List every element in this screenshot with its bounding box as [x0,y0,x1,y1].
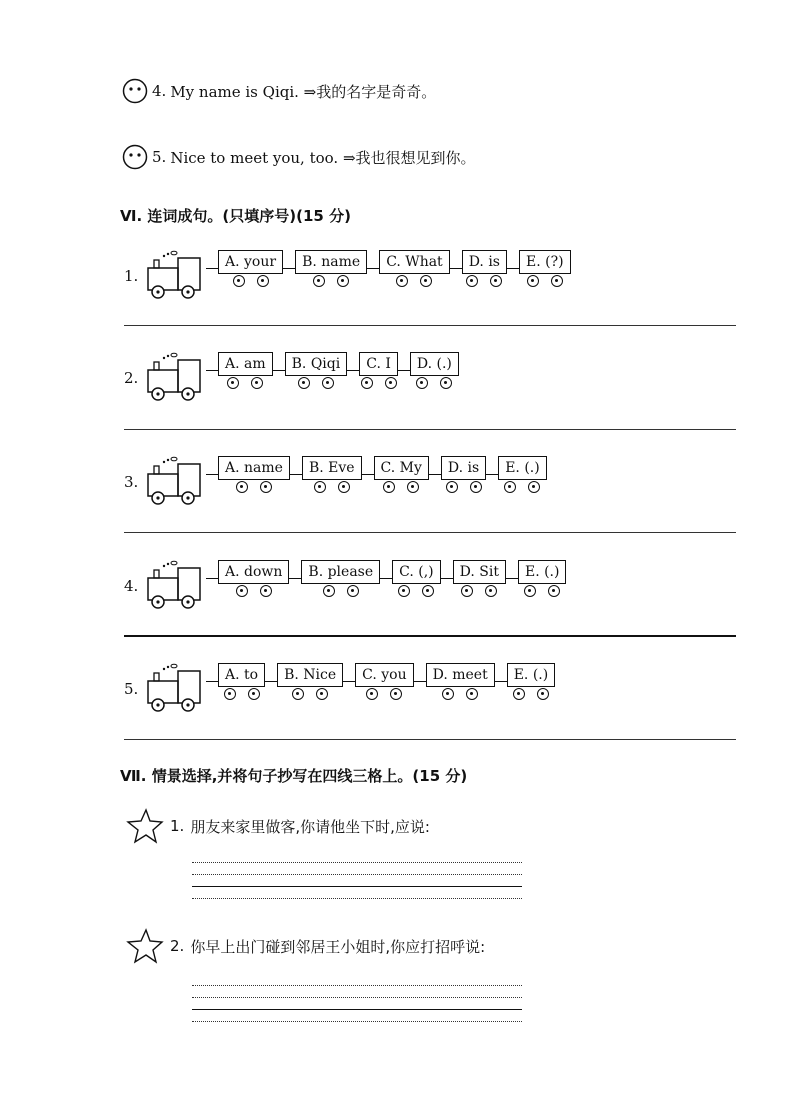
word-car [441,456,486,493]
wheel-icon [420,275,432,287]
car-coupler [506,578,518,579]
wheel-icon [396,275,408,287]
wheel-icon [470,481,482,493]
wheel-icon [338,481,350,493]
wheel-icon [251,377,263,389]
wheel-icon [490,275,502,287]
word-car-label: A. am [218,352,273,376]
word-car-label: D. (.) [410,352,459,376]
car-coupler [206,578,218,579]
train-engine-icon [144,250,206,302]
word-car [374,456,429,493]
wheel-icon [292,688,304,700]
word-car [218,663,265,700]
word-car [218,456,290,493]
word-car [379,250,450,287]
sentence-row-2 [124,352,459,412]
wheel-icon [260,481,272,493]
answer-line-2[interactable] [124,429,736,430]
row-number: 3. [124,473,139,491]
car-coupler [347,370,359,371]
wheel-icon [422,585,434,597]
train-engine-icon [144,352,206,404]
situation-item-2 [124,926,485,966]
word-car-label: A. down [218,560,289,584]
train-engine [144,352,206,404]
word-car-label: B. name [295,250,367,274]
judge-item-text: My name is Qiqi. ⇒我的名字是奇奇。 [170,82,437,101]
wheel-icon [504,481,516,493]
word-car [355,663,413,700]
wheel-icon [260,585,272,597]
wheel-icon [337,275,349,287]
wheel-icon [385,377,397,389]
word-car-label: C. I [359,352,398,376]
word-car [498,456,547,493]
word-car [218,250,283,287]
wheel-icon [236,481,248,493]
train-engine-icon [144,456,206,508]
car-coupler [398,370,410,371]
car-coupler [206,681,218,682]
row-number: 1. [124,267,139,285]
word-car [295,250,367,287]
word-car [277,663,343,700]
four-line-grid-2[interactable] [192,985,522,1025]
car-coupler [486,474,498,475]
train-engine [144,663,206,715]
word-car-label: D. is [441,456,486,480]
situation-item-number: 2. [170,937,185,955]
wheel-icon [313,275,325,287]
wheel-icon [407,481,419,493]
car-coupler [495,681,507,682]
word-car [302,456,362,493]
situation-item-number: 1. [170,817,185,835]
car-coupler [414,681,426,682]
wheel-icon [224,688,236,700]
sentence-row-1 [124,250,571,310]
word-car [518,560,567,597]
judge-item-text: Nice to meet you, too. ⇒我也很想见到你。 [170,148,476,167]
word-car-label: C. you [355,663,413,687]
row-number: 5. [124,680,139,698]
word-car-label: E. (.) [507,663,556,687]
wheel-icon [537,688,549,700]
word-car-label: A. your [218,250,283,274]
star-outline-icon [124,926,164,966]
car-coupler [441,578,453,579]
answer-line-1[interactable] [124,325,736,326]
situation-item-1 [124,806,430,846]
answer-line-4[interactable] [124,635,736,637]
wheel-icon [257,275,269,287]
section-6-title: Ⅵ. 连词成句。(只填序号)(15 分) [120,207,351,225]
wheel-icon [390,688,402,700]
train-engine-icon [144,663,206,715]
wheel-icon [233,275,245,287]
word-car-label: C. What [379,250,450,274]
smiley-face-icon [122,144,148,170]
wheel-icon [513,688,525,700]
sentence-row-3 [124,456,547,516]
car-coupler [206,370,218,371]
train-engine [144,456,206,508]
word-car [410,352,459,389]
wheel-icon [248,688,260,700]
row-number: 4. [124,577,139,595]
word-car-label: C. My [374,456,429,480]
car-coupler [367,268,379,269]
word-car-label: D. is [462,250,507,274]
wheel-icon [227,377,239,389]
car-coupler [429,474,441,475]
word-car-label: B. Qiqi [285,352,348,376]
wheel-icon [446,481,458,493]
wheel-icon [416,377,428,389]
word-car-label: E. (?) [519,250,571,274]
wheel-icon [316,688,328,700]
judge-item-number: 5. [152,148,167,166]
wheel-icon [548,585,560,597]
judge-item-5 [122,142,476,172]
situation-item-text: 你早上出门碰到邻居王小姐时,你应打招呼说: [190,937,486,956]
sentence-row-5 [124,663,555,723]
word-car-label: E. (.) [498,456,547,480]
smiley-face-icon [122,78,148,104]
train-engine [144,560,206,612]
word-car-label: A. to [218,663,265,687]
judge-item-number: 4. [152,82,167,100]
wheel-icon [524,585,536,597]
word-car-label: A. name [218,456,290,480]
star-outline-icon [124,806,164,846]
word-car-label: B. Eve [302,456,362,480]
car-coupler [343,681,355,682]
car-coupler [206,268,218,269]
word-car [285,352,348,389]
word-car [359,352,398,389]
car-coupler [273,370,285,371]
word-car-label: B. Nice [277,663,343,687]
wheel-icon [528,481,540,493]
wheel-icon [366,688,378,700]
car-coupler [206,474,218,475]
car-coupler [289,578,301,579]
wheel-icon [322,377,334,389]
sentence-row-4 [124,560,566,620]
car-coupler [283,268,295,269]
wheel-icon [314,481,326,493]
word-car [507,663,556,700]
wheel-icon [347,585,359,597]
wheel-icon [298,377,310,389]
answer-line-3[interactable] [124,532,736,533]
car-coupler [290,474,302,475]
car-coupler [265,681,277,682]
word-car [519,250,571,287]
wheel-icon [527,275,539,287]
four-line-grid-1[interactable] [192,862,522,902]
wheel-icon [383,481,395,493]
word-car-label: E. (.) [518,560,567,584]
word-car-label: D. Sit [453,560,506,584]
train-engine [144,250,206,302]
wheel-icon [361,377,373,389]
word-car-label: C. (,) [392,560,441,584]
word-car [392,560,441,597]
section-7-title: Ⅶ. 情景选择,并将句子抄写在四线三格上。(15 分) [120,767,468,785]
wheel-icon [466,275,478,287]
car-coupler [380,578,392,579]
word-car [462,250,507,287]
car-coupler [507,268,519,269]
car-coupler [450,268,462,269]
word-car [218,560,289,597]
answer-line-5[interactable] [124,739,736,740]
wheel-icon [236,585,248,597]
wheel-icon [323,585,335,597]
wheel-icon [442,688,454,700]
wheel-icon [461,585,473,597]
train-engine-icon [144,560,206,612]
wheel-icon [398,585,410,597]
judge-item-4 [122,76,436,106]
word-car [218,352,273,389]
wheel-icon [466,688,478,700]
wheel-icon [551,275,563,287]
car-coupler [362,474,374,475]
word-car [426,663,495,700]
word-car [301,560,380,597]
row-number: 2. [124,369,139,387]
word-car-label: D. meet [426,663,495,687]
wheel-icon [485,585,497,597]
word-car [453,560,506,597]
situation-item-text: 朋友来家里做客,你请他坐下时,应说: [190,817,430,836]
wheel-icon [440,377,452,389]
word-car-label: B. please [301,560,380,584]
